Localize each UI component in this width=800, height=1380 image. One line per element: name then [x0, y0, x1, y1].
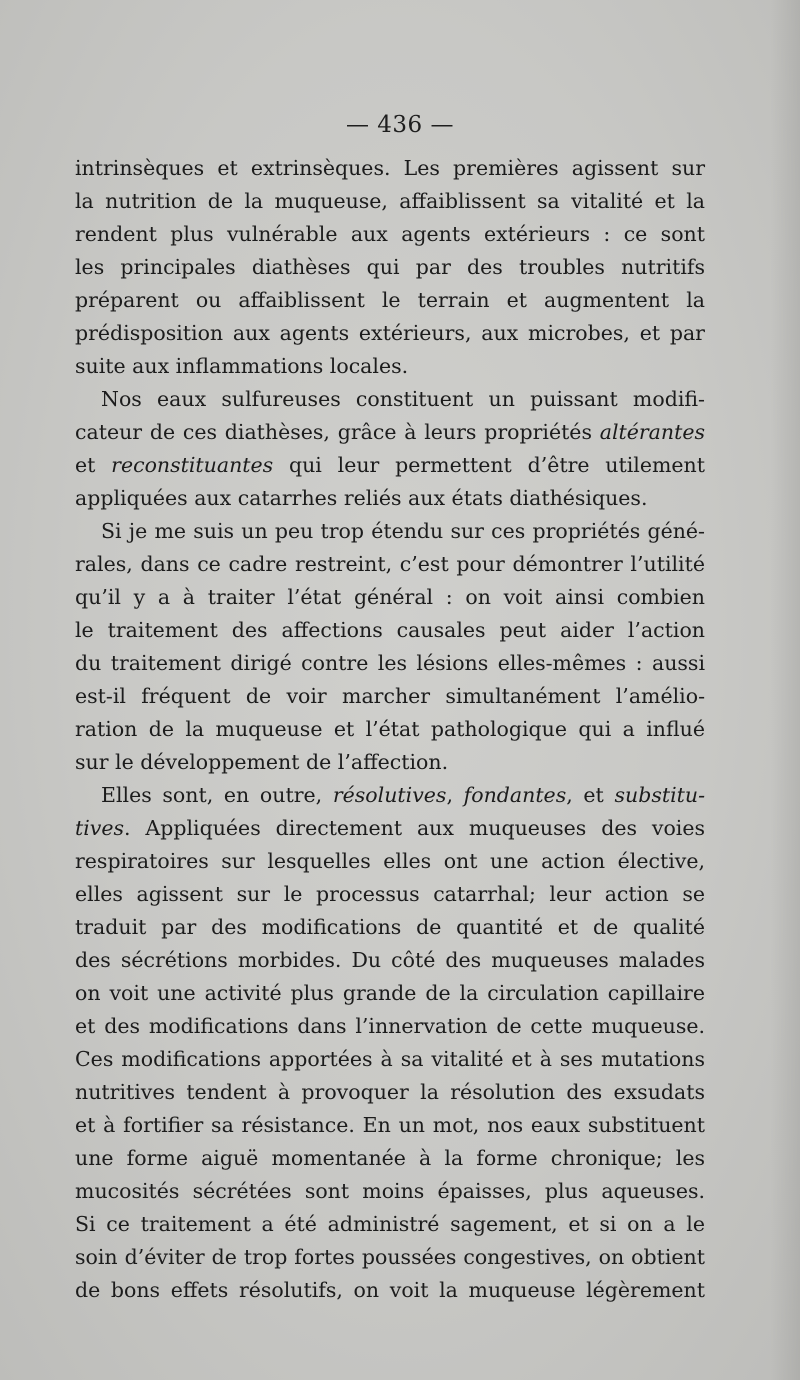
- text-line: appliquées aux catarrhes reliés aux états diathésiques.: [75, 486, 648, 510]
- text-span: . Appliquées directement aux muqueuses des voies: [124, 816, 705, 840]
- italic-text: fondantes: [463, 783, 567, 807]
- text-line: [75, 416, 705, 449]
- text-line: ration de la muqueuse et l’état pathologique qui a influé: [75, 717, 705, 741]
- text-line: rales, dans ce cadre restreint, c’est pour démontrer l’utilité: [75, 552, 705, 576]
- text-line: nutritives tendent à provoquer la résolution des exsudats: [75, 1080, 705, 1104]
- body-text: [75, 152, 705, 1307]
- text-line: rendent plus vulnérable aux agents extérieurs : ce sont: [75, 222, 705, 246]
- text-span: ,: [446, 783, 464, 807]
- text-line: une forme aiguë momentanée à la forme chronique; les: [75, 1146, 705, 1170]
- italic-text: altérantes: [599, 420, 705, 444]
- text-line: et à fortifier sa résistance. En un mot, nos eaux substituent: [75, 1113, 705, 1137]
- text-line: mucosités sécrétées sont moins épaisses, plus aqueuses.: [75, 1179, 705, 1203]
- text-line: du traitement dirigé contre les lésions elles-mêmes : aussi: [75, 651, 705, 675]
- text-line: des sécrétions morbides. Du côté des muqueuses malades: [75, 948, 705, 972]
- text-line: la nutrition de la muqueuse, affaiblissent sa vitalité et la: [75, 189, 705, 213]
- text-line: on voit une activité plus grande de la circulation capillaire: [75, 981, 705, 1005]
- text-line: et des modifications dans l’innervation de cette muqueuse.: [75, 1014, 705, 1038]
- text-line: le traitement des affections causales peut aider l’action: [75, 618, 705, 642]
- text-line: [75, 779, 705, 812]
- text-line: soin d’éviter de trop fortes poussées congestives, on obtient: [75, 1245, 705, 1269]
- text-line: préparent ou affaiblissent le terrain et augmentent la: [75, 288, 705, 312]
- text-line: [75, 449, 705, 482]
- text-span: Elles sont, en outre,: [101, 783, 333, 807]
- text-line: qu’il y a à traiter l’état général : on voit ainsi combien: [75, 585, 705, 609]
- text-span: , et: [566, 783, 615, 807]
- text-line: [75, 812, 705, 845]
- text-line: Si ce traitement a été administré sagement, et si on a le: [75, 1212, 705, 1236]
- italic-text: tives: [75, 816, 125, 840]
- text-line: elles agissent sur le processus catarrhal; leur action se: [75, 882, 705, 906]
- italic-text: reconstituantes: [111, 453, 274, 477]
- page-number-header: — 436 —: [345, 112, 455, 138]
- text-line: suite aux inflammations locales.: [75, 354, 409, 378]
- text-line: Ces modifications apportées à sa vitalité et à ses mutations: [75, 1047, 705, 1071]
- text-line: les principales diathèses qui par des troubles nutritifs: [75, 255, 705, 279]
- italic-text: résolutives: [332, 783, 447, 807]
- text-line: sur le développement de l’affection.: [75, 750, 449, 774]
- text-line: Nos eaux sulfureuses constituent un puissant modifi-: [101, 387, 705, 411]
- text-span: qui leur permettent d’être utilement: [273, 453, 705, 477]
- text-line: respiratoires sur lesquelles elles ont une action élective,: [75, 849, 705, 873]
- text-span: et: [75, 453, 112, 477]
- text-line: est-il fréquent de voir marcher simultanément l’amélio-: [75, 684, 705, 708]
- text-line: traduit par des modifications de quantité et de qualité: [75, 915, 705, 939]
- text-line: de bons effets résolutifs, on voit la muqueuse légèrement: [75, 1278, 705, 1302]
- text-line: Si je me suis un peu trop étendu sur ces propriétés géné-: [101, 519, 705, 543]
- italic-text: substitu-: [614, 783, 705, 807]
- text-line: intrinsèques et extrinsèques. Les premières agissent sur: [75, 156, 705, 180]
- text-line: prédisposition aux agents extérieurs, aux microbes, et par: [75, 321, 705, 345]
- text-span: cateur de ces diathèses, grâce à leurs propriétés: [75, 420, 600, 444]
